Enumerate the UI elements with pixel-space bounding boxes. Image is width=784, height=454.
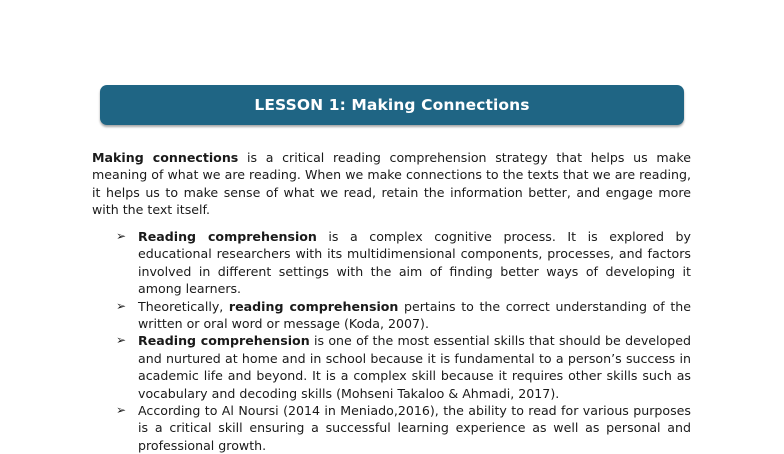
- bullet-term: Reading comprehension: [138, 333, 310, 349]
- bullet-term: reading comprehension: [228, 298, 399, 314]
- list-item: ➢ According to Al Noursi (2014 in Meniado,2016), the ability to read for various purposes is a critical skill ensuring a successful learning experience as well as personal and professional growth.: [116, 403, 691, 453]
- intro-paragraph: [92, 149, 691, 219]
- arrow-bullet-icon: ➢: [116, 298, 127, 313]
- list-item: ➢ Reading comprehension is one of the most essential skills that should be developed and nurtured at home and in school because it is fundamental to a person’s success in academic life and beyond. It is a complex skill because it requires other skills such as vocabulary and decoding skills (Mohseni Takaloo & Ahmadi, 2017).: [116, 333, 691, 401]
- arrow-bullet-icon: ➢: [116, 229, 127, 243]
- arrow-bullet-icon: ➢: [116, 403, 127, 418]
- intro-text: is a critical reading comprehension strategy that helps us make meaning of what we are reading. When we make connections to the texts that we are reading, it helps us to make sense of what we read, retain the information better, and engage more with the text itself.: [92, 150, 691, 218]
- lesson-title-banner: [100, 85, 684, 125]
- list-item: ➢ Theoretically, reading comprehension pertains to the correct understanding of the written or oral word or message (Koda, 2007).: [116, 298, 692, 332]
- lesson-title: LESSON 1: Making Connections: [254, 96, 530, 114]
- bullet-term: Reading comprehension: [138, 229, 317, 244]
- arrow-bullet-icon: ➢: [116, 333, 127, 348]
- intro-term: Making connections: [92, 150, 239, 165]
- bullet-list: [116, 228, 691, 454]
- list-item: ➢ Reading comprehension is a complex cognitive process. It is explored by educational researchers with its multidimensional components, processes, and factors involved in different settings with the aim of finding better ways of developing it among learners.: [116, 229, 691, 297]
